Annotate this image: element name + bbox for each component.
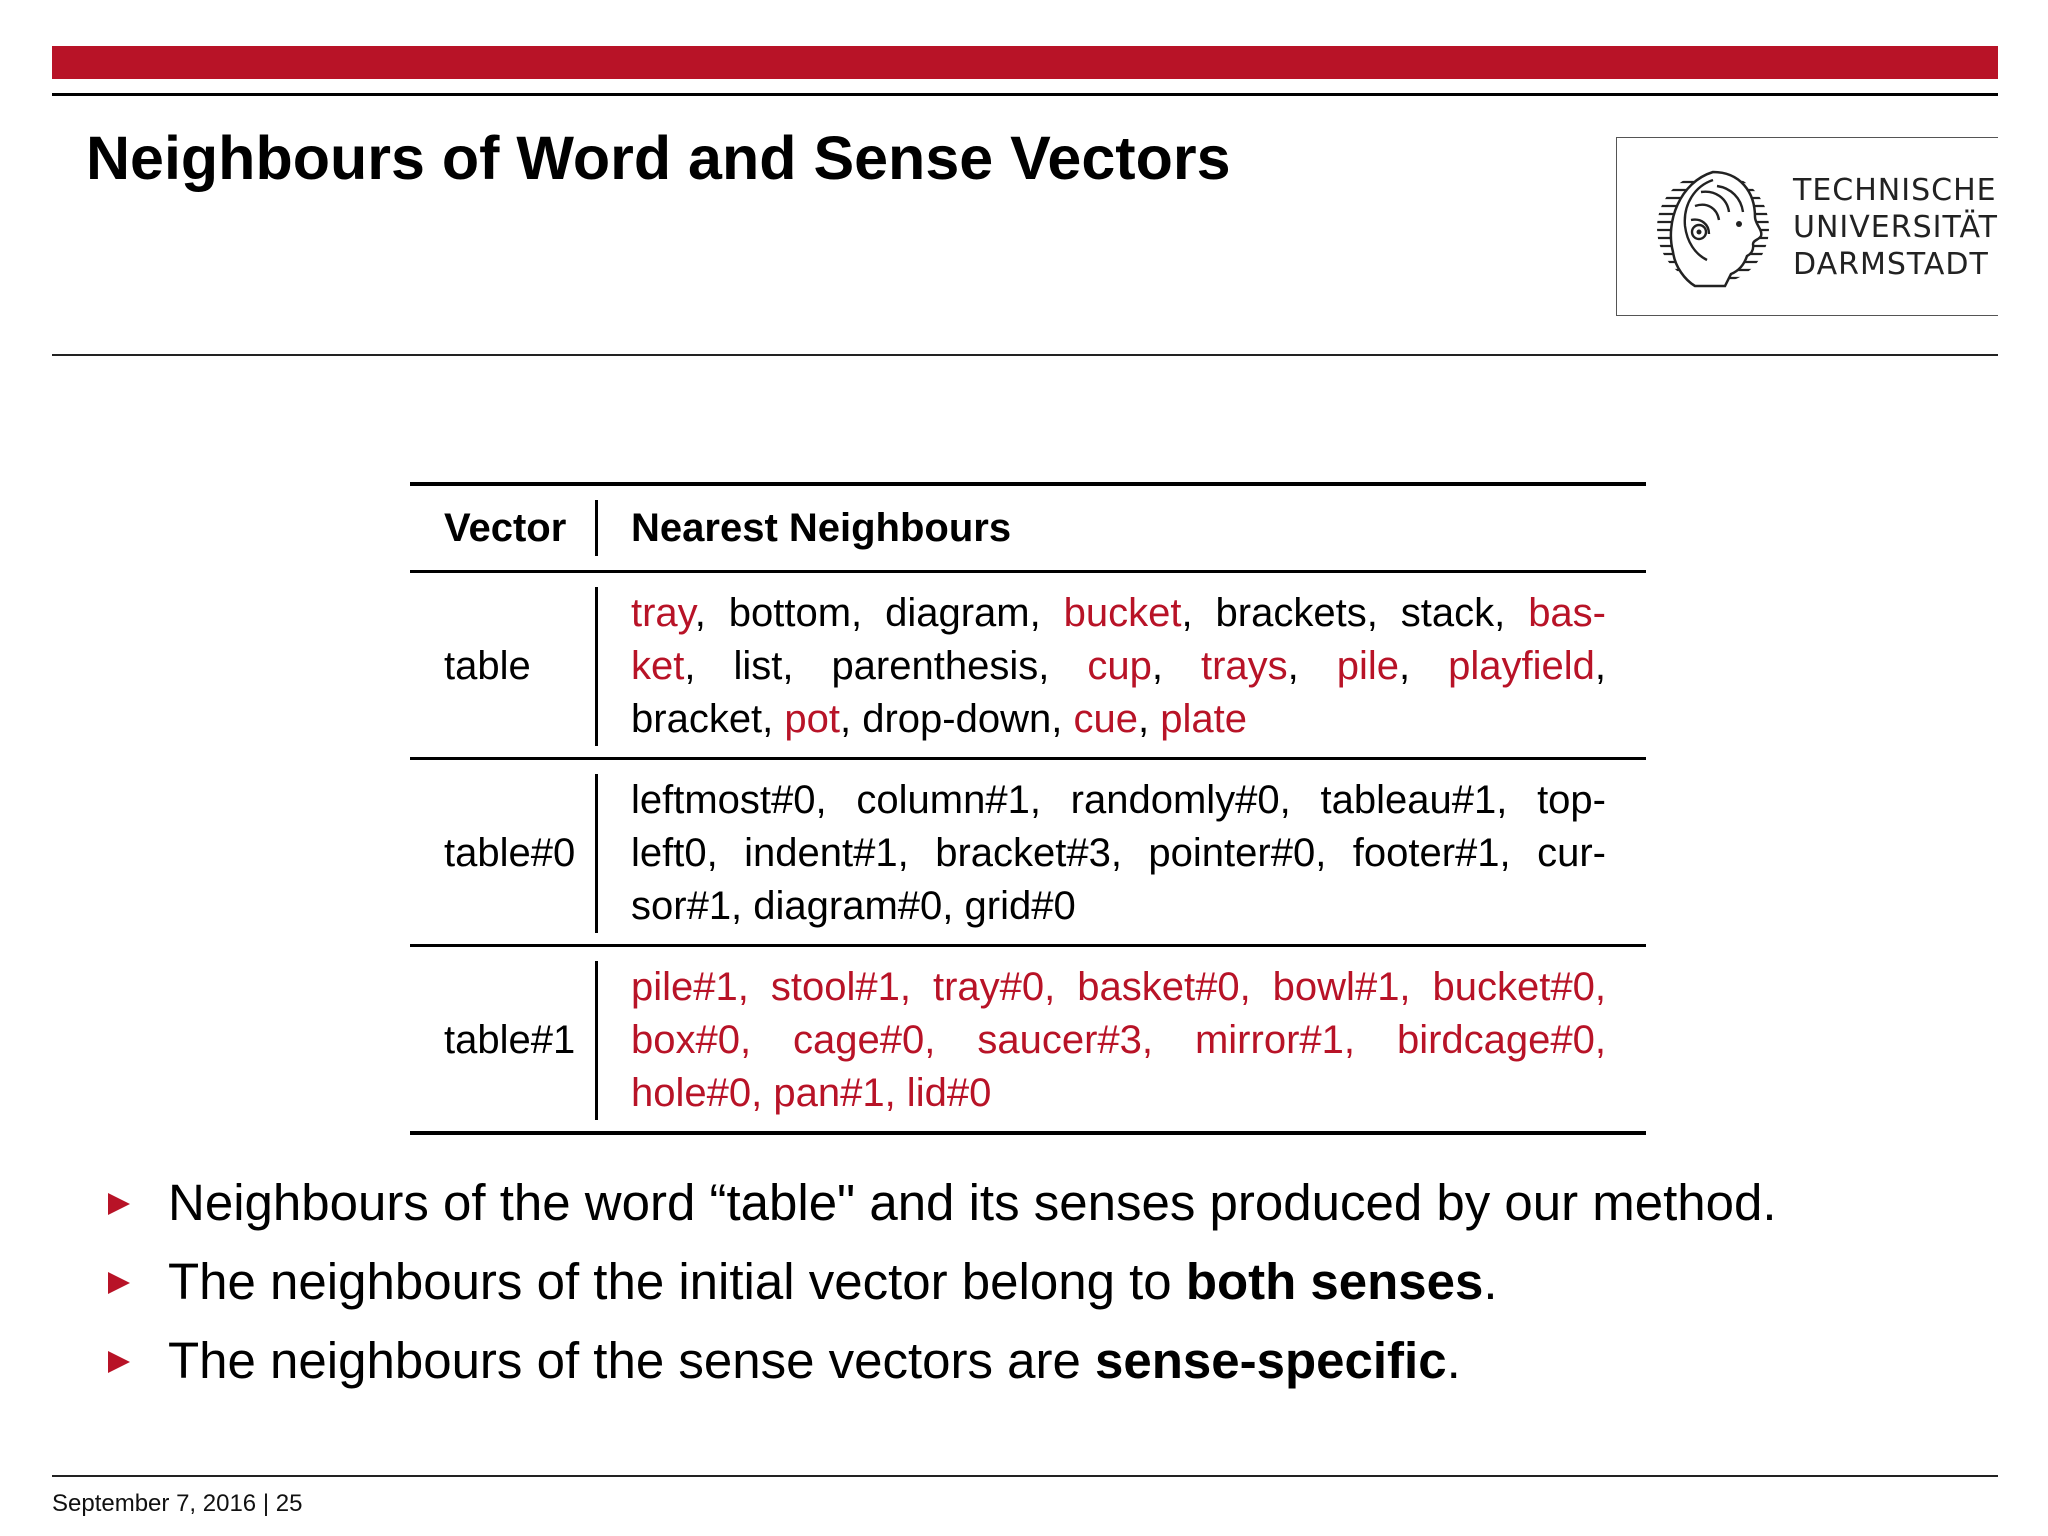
- neighbour-line: [631, 693, 1606, 746]
- neighbour-text: leftmost#0, column#1, randomly#0, tableau#1, top-: [631, 778, 1606, 822]
- bullet-item: [108, 1321, 1777, 1400]
- neighbour-highlight: cue: [1073, 697, 1138, 741]
- footer-date: September 7, 2016: [52, 1490, 257, 1517]
- neighbour-line: [631, 640, 1606, 693]
- bullet-text: [168, 1252, 1498, 1311]
- neighbour-text: bracket,: [631, 697, 785, 741]
- neighbour-text: ,: [1151, 644, 1201, 688]
- logo-line: DARMSTADT: [1793, 247, 1989, 282]
- header-vector: Vector: [444, 505, 567, 550]
- neighbour-text: sor#1, diagram#0, grid#0: [631, 884, 1076, 928]
- athena-seal-icon: [1655, 162, 1777, 293]
- neighbour-highlight: playfield: [1448, 644, 1595, 688]
- vector-cell: table#1: [444, 1018, 576, 1062]
- neighbour-highlight: plate: [1160, 697, 1247, 741]
- neighbour-text: ,: [1594, 644, 1607, 688]
- slide-title: Neighbours of Word and Sense Vectors: [86, 124, 1231, 192]
- neighbour-highlight: hole#0, pan#1, lid#0: [631, 1071, 992, 1115]
- neighbours-cell: [598, 961, 1606, 1120]
- bullet-emphasis: both senses: [1185, 1253, 1484, 1310]
- footer-separator: |: [262, 1490, 270, 1517]
- header-neighbours: Nearest Neighbours: [631, 506, 1012, 550]
- neighbour-text: ,: [1137, 697, 1161, 741]
- neighbour-highlight: pot: [784, 697, 841, 741]
- bullet-text: [168, 1331, 1461, 1390]
- neighbour-text: , brackets, stack,: [1181, 591, 1529, 635]
- vector-cell: table: [444, 644, 531, 688]
- neighbour-text: , bottom, diagram,: [694, 591, 1064, 635]
- slide-footer: [52, 1490, 302, 1518]
- bullet-item: [108, 1163, 1777, 1242]
- university-logo: [1616, 137, 1998, 316]
- neighbour-highlight: tray: [631, 591, 695, 635]
- neighbour-line: [631, 880, 1606, 933]
- bullet-item: [108, 1242, 1777, 1321]
- logo-wordmark: [1793, 172, 1998, 283]
- triangle-bullet-icon: [108, 1193, 130, 1215]
- neighbour-highlight: cup: [1087, 644, 1152, 688]
- table-row: [410, 947, 1646, 1131]
- neighbour-text: , drop-down,: [840, 697, 1074, 741]
- bullet-segment: .: [1483, 1253, 1498, 1310]
- table-row-rule: [410, 1131, 1646, 1135]
- page-number: 25: [275, 1490, 303, 1517]
- neighbour-highlight: bucket: [1063, 591, 1182, 635]
- triangle-bullet-icon: [108, 1272, 130, 1294]
- neighbour-line: [631, 827, 1606, 880]
- bullet-segment: .: [1446, 1332, 1461, 1389]
- neighbour-highlight: bas-: [1528, 591, 1606, 635]
- vector-cell: table#0: [444, 831, 576, 875]
- bullet-segment: The neighbours of the initial vector belong to: [168, 1253, 1186, 1310]
- table-row: [410, 760, 1646, 944]
- neighbour-highlight: box#0, cage#0, saucer#3, mirror#1, birdcage#0,: [631, 1018, 1606, 1062]
- table-body: [410, 573, 1646, 1135]
- table-row: [410, 573, 1646, 757]
- neighbour-highlight: pile: [1336, 644, 1400, 688]
- title-rule: [52, 354, 1998, 356]
- bullet-text: [168, 1173, 1777, 1232]
- neighbour-text: ,: [1399, 644, 1449, 688]
- header-accent-bar: [52, 46, 1998, 79]
- neighbour-highlight: trays: [1200, 644, 1288, 688]
- logo-line: TECHNISCHE: [1793, 173, 1997, 208]
- neighbour-line: [631, 774, 1606, 827]
- bullet-emphasis: sense-specific: [1095, 1332, 1447, 1389]
- neighbour-line: [631, 1067, 1606, 1120]
- triangle-bullet-icon: [108, 1351, 130, 1373]
- table-header-row: [410, 486, 1646, 570]
- neighbour-text: , list, parenthesis,: [684, 644, 1088, 688]
- neighbour-line: [631, 587, 1606, 640]
- neighbours-cell: [598, 774, 1606, 933]
- logo-line: UNIVERSITÄT: [1793, 210, 1998, 245]
- neighbour-line: [631, 961, 1606, 1014]
- neighbour-line: [631, 1014, 1606, 1067]
- bullet-list: [108, 1163, 1777, 1400]
- bullet-segment: Neighbours of the word “table" and its senses produced by our method.: [168, 1174, 1777, 1231]
- header-rule: [52, 93, 1998, 96]
- neighbour-text: left0, indent#1, bracket#3, pointer#0, footer#1, cur-: [631, 831, 1606, 875]
- neighbour-highlight: pile#1, stool#1, tray#0, basket#0, bowl#1, bucket#0,: [631, 965, 1606, 1009]
- footer-rule: [52, 1475, 1998, 1477]
- neighbours-table: [410, 482, 1646, 1135]
- neighbour-highlight: ket: [631, 644, 685, 688]
- bullet-segment: The neighbours of the sense vectors are: [168, 1332, 1096, 1389]
- neighbour-text: ,: [1287, 644, 1337, 688]
- neighbours-cell: [598, 587, 1606, 746]
